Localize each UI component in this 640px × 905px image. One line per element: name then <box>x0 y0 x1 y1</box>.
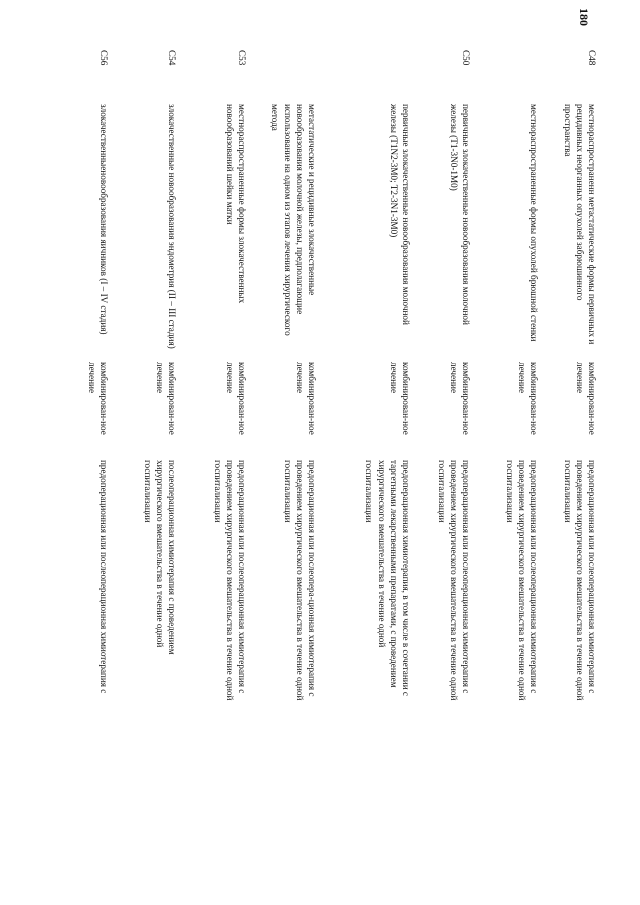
diagnosis-text: метастатические и рецидивные злокачественные новообразования молочной железы, предполагающие использование на одном из этапов лечения хирургического метода <box>270 104 317 336</box>
treatment-description: предоперационная или послеоперационная химиотерапия с проведением хирургического вмешательства в течение одной госпитализации <box>504 460 539 701</box>
treatment-type: комбинирован-ное лечение <box>294 362 317 435</box>
diagnosis-text: местнораспространенн метастатические формы первичных и рецидивных неорганных опухолей забрюшинного пространства <box>562 104 597 345</box>
treatment-type: комбинирован-ное лечение <box>154 362 177 435</box>
treatment-type: комбинирован-ное лечение <box>516 362 539 435</box>
diagnosis-text: первичные злокачественные новообразования молочной железы (T1N2-3M0; T2-3N1-3M0) <box>388 104 411 325</box>
treatment-table <box>0 50 598 710</box>
icd-code: C48 <box>587 50 597 66</box>
diagnosis-text: местнораспространенные формы опухолей брюшной стенки <box>529 104 539 342</box>
icd-code: C53 <box>237 50 247 66</box>
treatment-description: предоперационная или послеоперационная химиотерапия с проведением хирургического вмешательства в течение одной госпитализации <box>436 460 471 701</box>
diagnosis-text: первичные злокачественные новообразования молочной железы (T1-3N0-1M0) <box>448 104 471 325</box>
diagnosis-text: злокачественныеновообразования яичников (I – IV стадия) <box>99 104 109 335</box>
diagnosis-text: злокачественные новообразования эндометрия (II – III стадия) <box>167 104 177 349</box>
icd-code: C54 <box>167 50 177 66</box>
diagnosis-text: местнораспространенные формы злокачественных новообразований шейки матки <box>224 104 247 304</box>
treatment-type: комбинирован-ное лечение <box>224 362 247 435</box>
icd-code: C56 <box>99 50 109 66</box>
treatment-description: предоперационная или послеоперационная химиотерапия с проведением хирургического вмешательства в течение одной госпитализации <box>562 460 597 701</box>
treatment-type: комбинирован-ное лечение <box>86 362 109 435</box>
treatment-type: комбинирован-ное лечение <box>574 362 597 435</box>
treatment-description: послеоперационная химиотерапия с проведением хирургического вмешательства в течение одной госпитализации <box>142 460 177 655</box>
treatment-description: предоперационная или послеоперационная химиотерапия с <box>99 460 109 694</box>
page-number: 180 <box>577 8 592 26</box>
icd-code: C50 <box>461 50 471 66</box>
treatment-type: комбинирован-ное лечение <box>388 362 411 435</box>
treatment-description: предоперационная химиотерапия, в том числе в сочетании с таргетными лекарственными препаратами, с проведением хирургического вмешательства в течение одной госпитализации <box>364 460 411 697</box>
treatment-description: предоперационная или послеопера-ционная химиотерапия с проведением хирургического вмешательства в течение одной госпитализации <box>282 460 317 701</box>
treatment-description: предоперационная или послеоперационная химиотерапия с проведением хирургического вмешательства в течение одной госпитализации <box>212 460 247 701</box>
treatment-type: комбинирован-ное лечение <box>448 362 471 435</box>
